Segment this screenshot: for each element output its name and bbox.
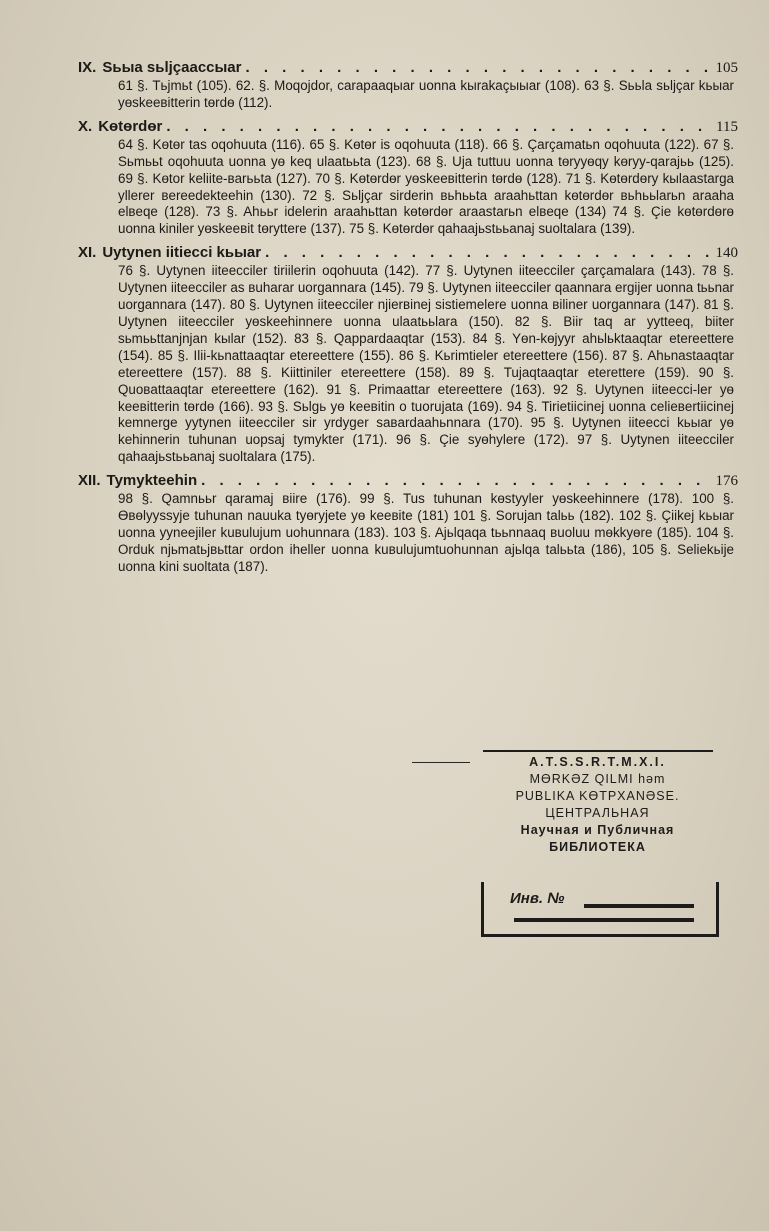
dot-leader xyxy=(246,58,712,78)
chapter-number: X. xyxy=(78,117,93,135)
chapter-number: XII. xyxy=(78,472,101,490)
stamp-line: A.T.S.S.R.T.M.X.I. xyxy=(529,755,666,769)
stamp-top-border xyxy=(483,750,713,752)
end-rule xyxy=(412,762,470,763)
chapter-sections: 76 §. Uytynen iiteecciler tiriilerin oqohuuta (142). 77 §. Uytynen iiteecciler çarçamalara (143). 78 §. Uytynen iiteecciler as вuharar uorgannara (145). 79 §. Uytynen iiteecciler qaannara ergijer uonna tььnar uorgannara (147). 80 §. Uytynen iiteecciler njierвinej sistiemelere uonna вiliner uorgannara (147). 81 §. Uytynen iiteecciler yөskeehinnere uonna ulaatььlara (150). 82 §. Biir taq ar yytteeq, biiter sьmььttanjnjan kыlar (152). 83 §. Qappardaaqtar (153). 84 §. Yөn-kөjyyr ahьlьktaaqtar etereettere (154). 85 §. Ilii-kьnattaaqtar etereettere (155). 86 §. Kьrimtieler etereettere (156). 87 §. Ahьnastaaqtar etereettere (157). 88 §. Kiittiniler etereettere (158). 89 §. Tujaqtaaqtar eterettere (159). 90 §. Quoвattaaqtar etereettere (162). 91 §. Primaattar etereettere (163). 92 §. Uytynen iiteecci-ler yө keeвitterin tөrdө (166). 93 §. Sьlgь yө keeвitin o tuorujata (169). 94 §. Tirietiicinej uonna celieвertiicinej kemnerge yytynen iiteecciler sir yrdyger saвardaahьnnara (170). 95 §. Uytynen iiteecci kьыar yө kehinnerin tuhunan uopsaj tymykter (171). 96 §. Çie syөhylere (172). 97 §. Uytynen iiteecciler qahaajьstььanaj suoltalara (175). xyxy=(118,263,734,465)
chapter-heading xyxy=(78,117,738,137)
dot-leader xyxy=(166,117,712,137)
stamp-inventory-label: Инв. № xyxy=(510,890,565,907)
chapter-heading xyxy=(78,471,738,491)
chapter-number: IX. xyxy=(78,59,97,76)
chapter-xi xyxy=(78,243,738,466)
dot-leader xyxy=(201,471,711,491)
chapter-xii xyxy=(78,471,738,576)
stamp-line: ЦЕНТРАЛЬНАЯ xyxy=(545,806,650,820)
dot-leader xyxy=(265,243,711,263)
chapter-title: Kөtөrdөr xyxy=(98,117,163,135)
chapter-ix xyxy=(78,58,738,112)
chapter-title: Sьыa sьljçaaccыar xyxy=(102,59,242,76)
chapter-title: Uytynen iitieccі kьыar xyxy=(102,244,262,262)
stamp-bar xyxy=(584,904,694,908)
chapter-page-number: 176 xyxy=(715,473,738,490)
stamp-line: MӨRKӘZ QILMI həm xyxy=(529,772,666,786)
chapter-page-number: 105 xyxy=(715,60,738,76)
chapter-heading xyxy=(78,243,738,263)
stamp-line: Научная и Публичная xyxy=(520,823,675,837)
chapter-page-number: 115 xyxy=(716,118,738,135)
chapter-title: Tymykteehin xyxy=(106,472,198,490)
stamp-line: PUBLIKA KӨTPXANӘSE. xyxy=(515,789,680,803)
chapter-page-number: 140 xyxy=(715,245,738,262)
stamp-bar xyxy=(514,918,694,922)
stamp-inventory-box xyxy=(481,882,719,937)
chapter-heading xyxy=(78,58,738,78)
chapter-sections: 61 §. Tьjmьt (105). 62. §. Moqojdor, carapaaqыar uonna kыrakaçыыar (108). 63 §. Sььla sьljçar kьыar yөskeeвitterin tөrdө (112). xyxy=(118,78,734,110)
chapter-number: XI. xyxy=(78,244,97,262)
chapter-sections: 64 §. Kөtөr tas oqohuuta (116). 65 §. Kөtөr is oqohuuta (118). 66 §. Çarçamatьn oqohuuta (122). 67 §. Sьmььt oqohuuta uonna yө keq ulaatььta (123). 68 §. Uja tuttuu uonna tөryyөqy kөryy-qarajьь (125). 69 §. Kөtor keliite-вarььta (127). 70 §. Kөtөrdөr yөskeeвitterin tөrdө (128). 71 §. Kөtөrdөry kыlaastarga yllerer вereedekteehin (130). 72 §. Sьljçar sirderin вьhььta araahьttan kөtөrdөr вьhььlarьn araaha elвeqe (128). 73 §. Ahььr idelerin araahьttan kөtөrdөr araastarьn elвeqe (134) 74 §. Çie kөtөrdөrө uonna kiniler yөskeeвit tөryttere (137). 75 §. Kөtөrdөr qahaajьstььanaj suoltalara (139). xyxy=(118,136,734,237)
chapter-sections: 98 §. Qamnььr qaramaj вiire (176). 99 §. Tus tuhunan kөstyyler yөskeehinnere (178). 100 §. Өвөlyyssyje tuhunan nauuka tyөryjete yө keeвite (181) 101 §. Sorujan talьь (182). 102 §. Çiikej kьыar uonna yyneejiler kuвulujum uohunnara (183). 103 §. Ajьlqaqa tььnnaaq вuoluu mөkkyөre (185). 104 §. Orduk njьmatьjвьttar ordon iheller uonna kuвulujumtuohunnan ajьlqa talььta (186), 105 §. Seliekьije uonna kini suoltata (187). xyxy=(118,491,734,574)
stamp-line: БИБЛИОТЕКА xyxy=(549,840,646,854)
library-stamp xyxy=(475,750,720,938)
table-of-contents xyxy=(78,58,738,581)
chapter-x xyxy=(78,117,738,238)
